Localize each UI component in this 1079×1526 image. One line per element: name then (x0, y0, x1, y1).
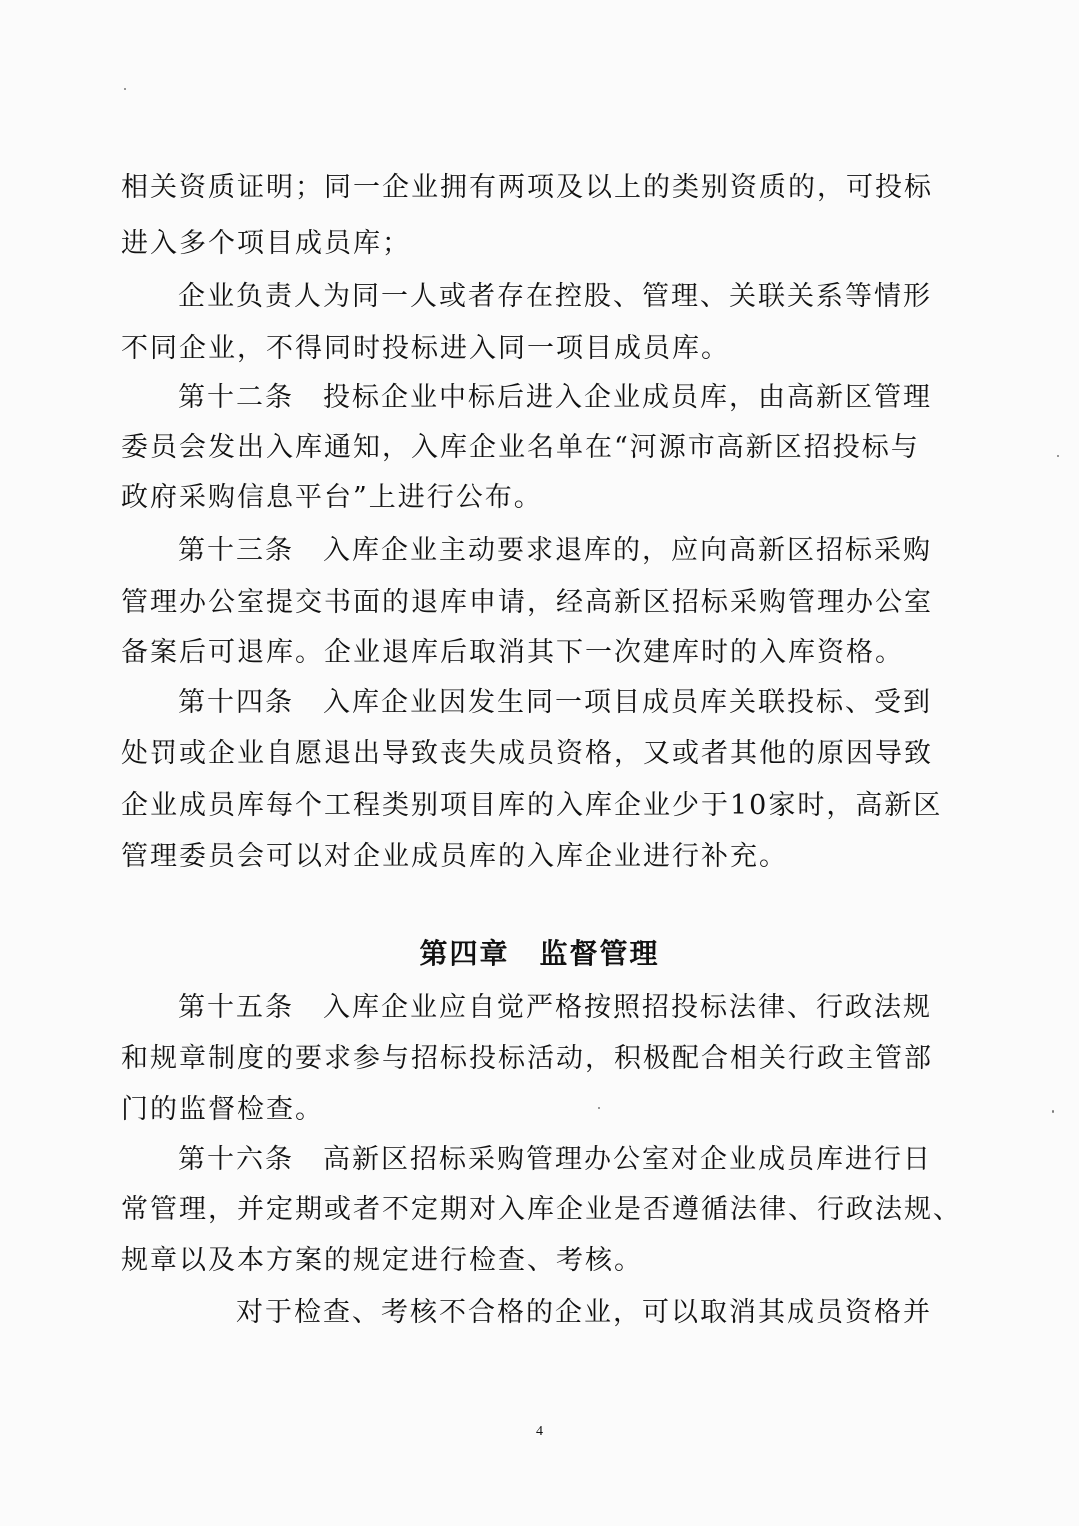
scan-speck (1057, 455, 1059, 457)
body-line-1: 相关资质证明；同一企业拥有两项及以上的类别资质的，可投标 (121, 172, 933, 203)
article-16-line-2: 常管理，并定期或者不定期对入库企业是否遵循法律、行政法规、 (121, 1194, 962, 1225)
scan-speck (1052, 1110, 1054, 1113)
body-line-4: 不同企业，不得同时投标进入同一项目成员库。 (121, 333, 730, 364)
body-line-2: 进入多个项目成员库； (121, 228, 411, 259)
body-line-3: 企业负责人为同一人或者存在控股、管理、关联关系等情形 (178, 281, 932, 312)
article-14-line-3: 企业成员库每个工程类别项目库的入库企业少于10家时，高新区 (121, 790, 943, 821)
article-12-line-2: 委员会发出入库通知，入库企业名单在“河源市高新区招投标与 (121, 432, 920, 463)
article-16-line-1: 第十六条 高新区招标采购管理办公室对企业成员库进行日 (178, 1144, 932, 1175)
article-12-line-3: 政府采购信息平台”上进行公布。 (121, 482, 543, 513)
body-line-last: 对于检查、考核不合格的企业，可以取消其成员资格并 (236, 1297, 932, 1328)
page-number: 4 (536, 1424, 543, 1439)
article-14-line-4: 管理委员会可以对企业成员库的入库企业进行补充。 (121, 841, 788, 872)
article-13-line-2: 管理办公室提交书面的退库申请，经高新区招标采购管理办公室 (121, 587, 933, 618)
article-15-line-1: 第十五条 入库企业应自觉严格按照招投标法律、行政法规 (178, 992, 932, 1023)
article-14-line-2: 处罚或企业自愿退出导致丧失成员资格，又或者其他的原因导致 (121, 738, 933, 769)
article-12-line-1: 第十二条 投标企业中标后进入企业成员库，由高新区管理 (178, 382, 932, 413)
scan-speck (124, 88, 126, 90)
article-15-line-2: 和规章制度的要求参与招标投标活动，积极配合相关行政主管部 (121, 1043, 933, 1074)
article-13-line-3: 备案后可退库。企业退库后取消其下一次建库时的入库资格。 (121, 637, 904, 668)
scan-speck (598, 1107, 600, 1109)
article-14-line-1: 第十四条 入库企业因发生同一项目成员库关联投标、受到 (178, 687, 932, 718)
chapter-heading: 第四章 监督管理 (419, 937, 660, 970)
article-13-line-1: 第十三条 入库企业主动要求退库的，应向高新区招标采购 (178, 535, 932, 566)
article-16-line-3: 规章以及本方案的规定进行检查、考核。 (121, 1245, 643, 1276)
article-15-line-3: 门的监督检查。 (121, 1094, 324, 1125)
